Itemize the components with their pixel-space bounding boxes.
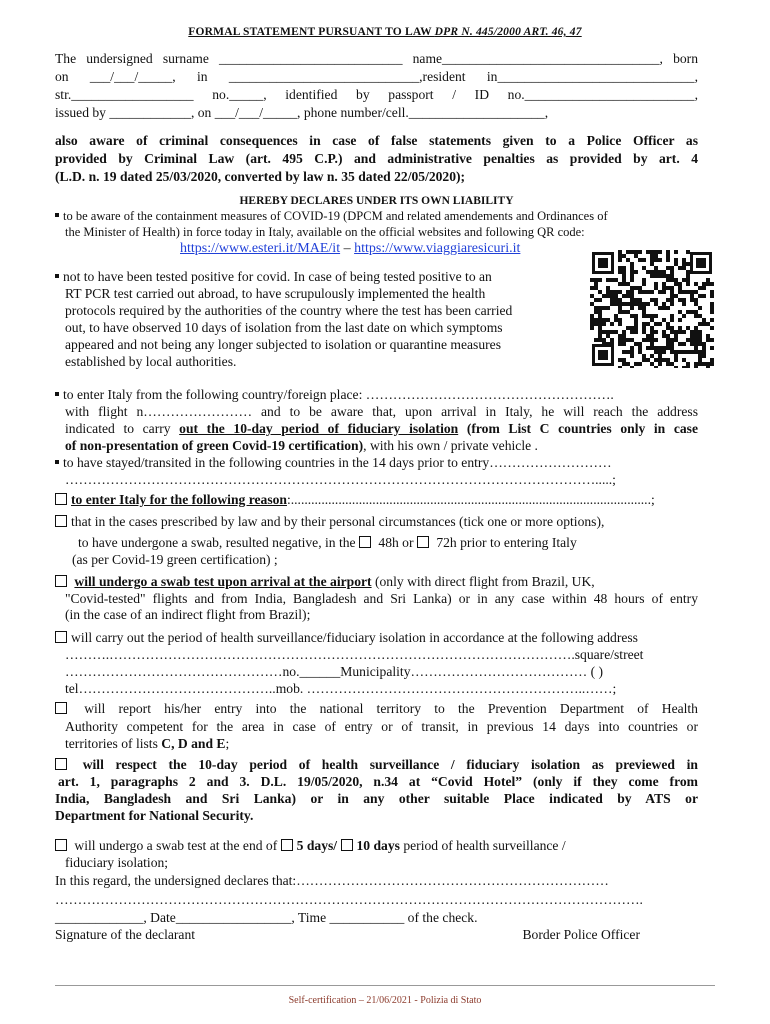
option-reason: to enter Italy for the following reason:..........................................................................................................; <box>55 491 698 508</box>
option-report-entry: will report his/her entry into the national territory to the Prevention Department of Health <box>55 700 698 717</box>
option-swab-end: will undergo a swab test at the end of 5 days/ 10 days period of health surveillance / <box>55 837 698 854</box>
swab-end-line-2: fiduciary isolation; <box>65 855 169 870</box>
address-line-municipality: …………………………………………no.______Municipality………………………………… ( ) <box>65 664 604 679</box>
option-respect-isolation: will respect the 10-day period of health surveillance / fiduciary isolation as previewed in <box>55 756 698 773</box>
swab-airport-line-2: "Covid-tested" flights and from India, Bangladesh and Sri Lanka) or in any case within 48 hours of entry <box>65 591 698 606</box>
bullet-icon <box>55 392 59 396</box>
reason-checkbox[interactable] <box>55 493 67 505</box>
esteri-link[interactable]: https://www.esteri.it/MAE/it <box>180 241 341 256</box>
footer-divider <box>55 985 715 986</box>
address-line-street: ……….………………………………………………………………………………………….square/street <box>65 647 644 662</box>
clause-stayed-line-1: to have stayed/transited in the following countries in the 14 days prior to entry……………………… <box>55 454 698 471</box>
72h-checkbox[interactable] <box>417 536 429 548</box>
bullet-icon <box>55 213 59 217</box>
swab-airport-line-3: (in the case of an indirect flight from Brazil); <box>65 607 311 622</box>
viaggiaresicuri-link[interactable]: https://www.viaggiaresicuri.it <box>354 241 521 256</box>
clause-enter-italy-line-1: to enter Italy from the following country/foreign place: ………………………………………………. <box>55 386 698 403</box>
surveillance-checkbox[interactable] <box>55 631 67 643</box>
awareness-line-2: provided by Criminal Law (art. 495 C.P.) and administrative penalties as provided by art. 4 <box>55 151 698 166</box>
personal-data-line-4: issued by ____________, on ___/___/_____, phone number/cell.____________________, <box>55 105 549 120</box>
respect-isolation-checkbox[interactable] <box>55 758 67 770</box>
swab-end-checkbox[interactable] <box>55 839 67 851</box>
report-entry-line-3: territories of lists C, D and E; <box>65 736 230 751</box>
respect-isolation-line-4: Department for National Security. <box>55 808 254 823</box>
document-title: FORMAL STATEMENT PURSUANT TO LAW DPR N. 445/2000 ART. 46, 47 <box>188 26 582 38</box>
clause-enter-italy-line-4: of non-presentation of green Covid-19 certification), with his own / private vehicle . <box>65 438 538 453</box>
swab-prior-hours-line: to have undergone a swab, resulted negative, in the 48h or 72h prior to entering Italy <box>78 535 577 550</box>
address-line-phone: tel……………………………………..mob. ……………………………………………………..……; <box>65 681 617 696</box>
swab-prior-checkbox[interactable] <box>55 515 67 527</box>
personal-data-line-3: str.__________________ no._____, identified by passport / ID no._________________________, <box>55 87 698 102</box>
awareness-line-1: also aware of criminal consequences in case of false statements given to a Police Officer as <box>55 133 698 148</box>
48h-checkbox[interactable] <box>359 536 371 548</box>
clause-not-positive-line-3: protocols required by the authorities of the country where the test has been carried <box>65 303 513 318</box>
clause-stayed-line-2: ……………………………………………………………………………………………………….....; <box>65 472 616 487</box>
5-days-checkbox[interactable] <box>281 839 293 851</box>
qr-code-icon[interactable] <box>590 250 714 368</box>
hereby-declares-heading: HEREBY DECLARES UNDER ITS OWN LIABILITY <box>239 195 514 207</box>
bullet-icon <box>55 274 59 278</box>
clause-not-positive-line-4: out, to have observed 10 days of isolation from the last date on which symptoms <box>65 320 503 335</box>
official-links: https://www.esteri.it/MAE/it – https://www.viaggiaresicuri.it <box>180 241 521 256</box>
option-swab-airport: will undergo a swab test upon arrival at the airport (only with direct flight from Brazil, UK, <box>55 573 698 590</box>
respect-isolation-line-3: India, Bangladesh and Sri Lanka) or in any other suitable Place indicated by ATS or <box>55 791 698 806</box>
clause-not-positive-line-2: RT PCR test carried out abroad, to have scrupulously implemented the health <box>65 286 486 301</box>
10-days-checkbox[interactable] <box>341 839 353 851</box>
report-entry-checkbox[interactable] <box>55 702 67 714</box>
declaration-line-1: In this regard, the undersigned declares that:…………………………………………………………… <box>55 873 609 888</box>
date-time-line: _____________, Date_________________, Time ___________ of the check. <box>55 910 478 925</box>
clause-enter-italy-line-3: indicated to carry out the 10-day period of fiduciary isolation (from List C countries only in case <box>65 421 698 436</box>
swab-prior-note: (as per Covid-19 green certification) ; <box>72 552 278 567</box>
clause-containment-line-2: the Minister of Health) in force today in Italy, available on the official websites and following QR code: <box>65 225 585 239</box>
clause-not-positive-line-5: appeared and not being any longer subjected to isolation or quarantine measures <box>65 337 501 352</box>
option-swab-prior: that in the cases prescribed by law and by their personal circumstances (tick one or more options), <box>55 513 698 530</box>
clause-not-positive-line-1: not to have been tested positive for covid. In case of being tested positive to an <box>55 268 570 285</box>
bullet-icon <box>55 460 59 464</box>
personal-data-line-1: The undersigned surname ___________________________ name________________________________, born <box>55 51 698 66</box>
clause-not-positive-line-6: established by local authorities. <box>65 354 237 369</box>
option-surveillance-address: will carry out the period of health surveillance/fiduciary isolation in accordance at the following address <box>55 629 698 646</box>
footer-text: Self-certification – 21/06/2021 - Polizia di Stato <box>288 995 482 1006</box>
awareness-line-3: (L.D. n. 19 dated 25/03/2020, converted by law n. 35 dated 22/05/2020); <box>55 169 466 184</box>
signature-declarant-label: Signature of the declarant <box>55 927 196 942</box>
personal-data-line-2: on ___/___/_____, in ____________________________,resident in_____________________________, <box>55 69 698 84</box>
clause-containment-line-1: to be aware of the containment measures of COVID-19 (DPCM and related amendements and Ordinances of <box>55 208 698 225</box>
respect-isolation-line-2: art. 1, paragraphs 2 and 3. D.L. 19/05/2020, n.34 at “Covid Hotel” (only if they come from <box>58 774 698 789</box>
report-entry-line-2: Authority competent for the area in case of entry or of transit, in previous 14 days into countries or <box>65 719 698 734</box>
border-police-officer-label: Border Police Officer <box>522 927 640 942</box>
declaration-line-2: …………………………………………………………………………………………………………………. <box>55 892 643 907</box>
swab-airport-checkbox[interactable] <box>55 575 67 587</box>
clause-enter-italy-line-2: with flight n…………………… and to be aware that, upon arrival in Italy, he will reach the address <box>65 404 698 419</box>
